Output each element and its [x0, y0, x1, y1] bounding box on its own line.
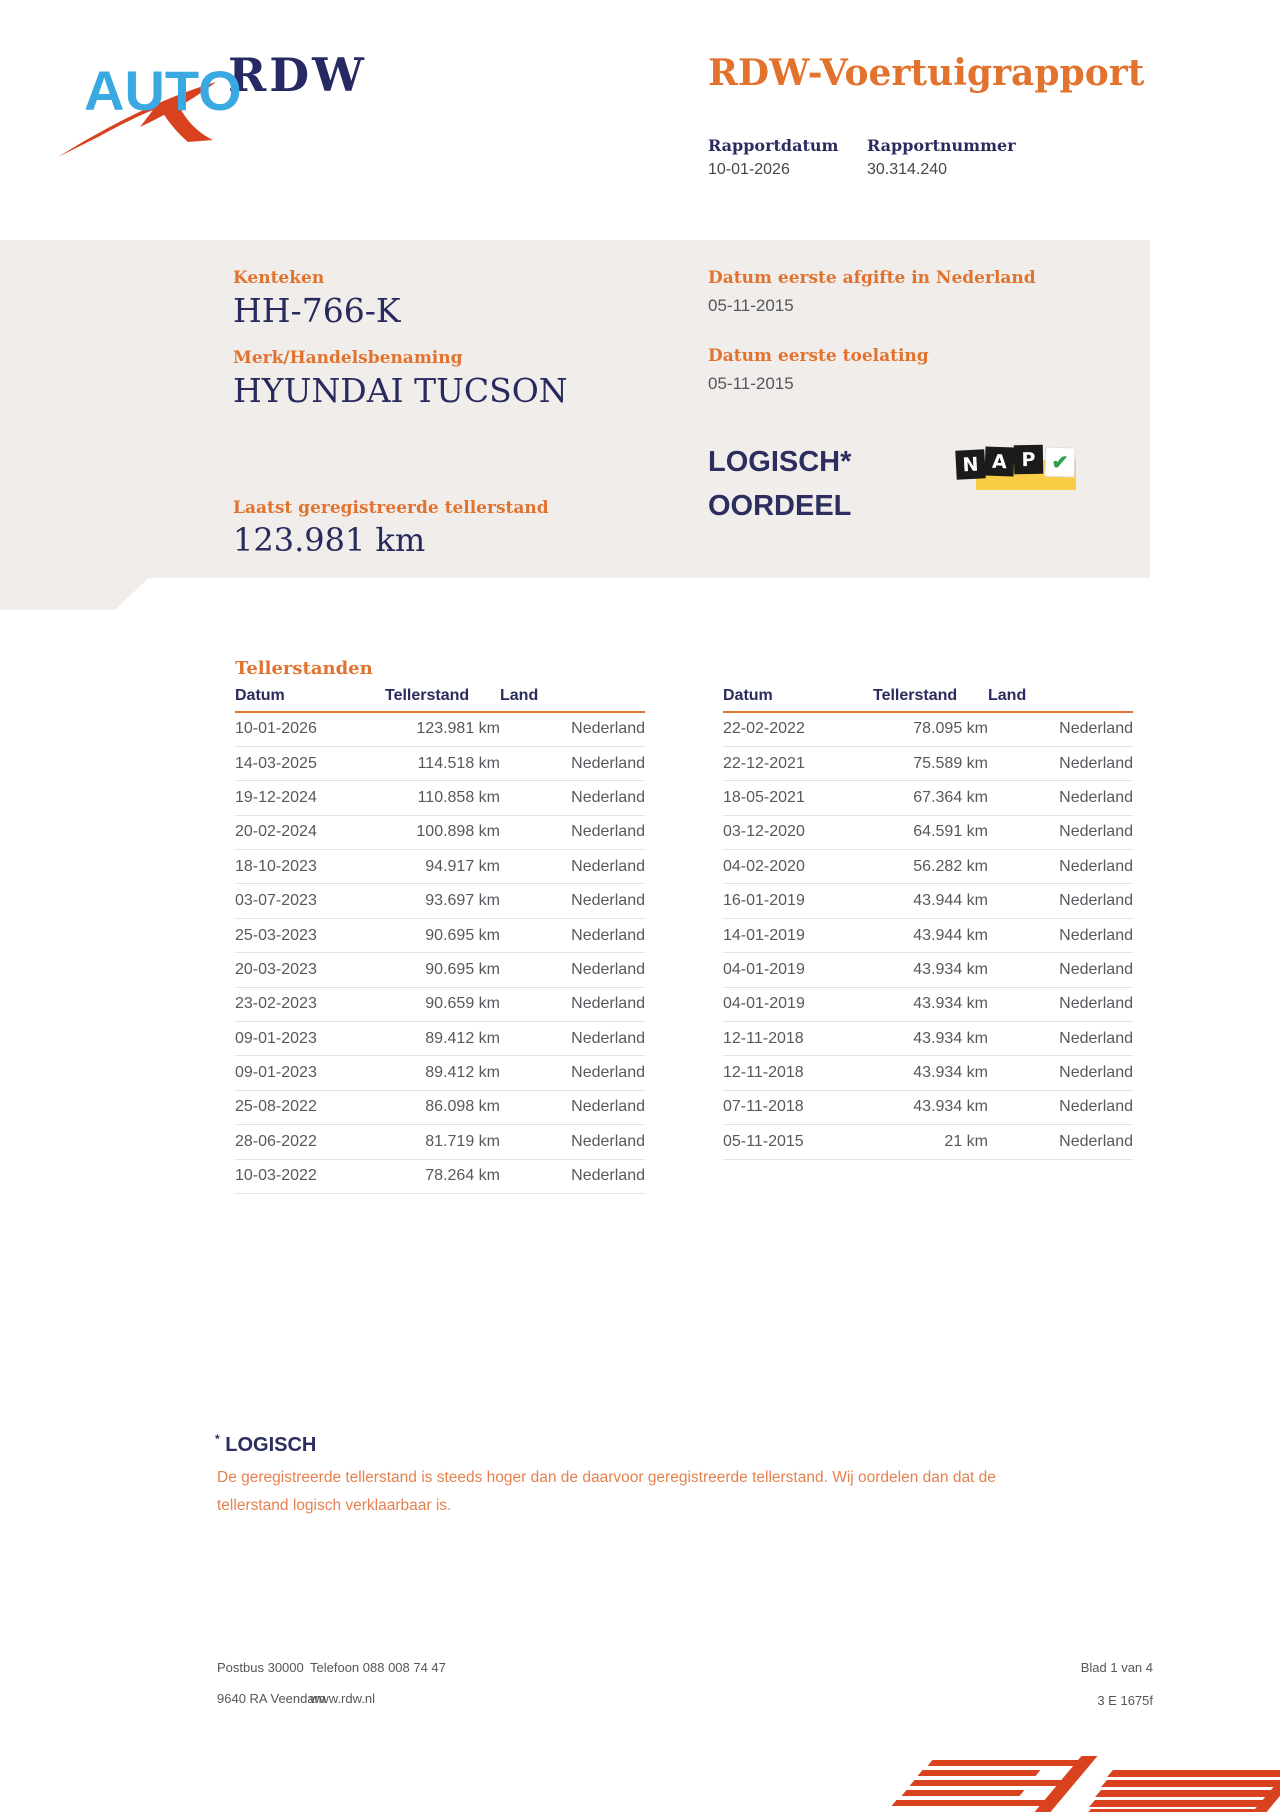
- datum-column-header: Datum: [723, 686, 873, 712]
- nap-checkmark-icon: ✔: [1044, 446, 1075, 477]
- date-cell: 03-12-2020: [723, 815, 873, 849]
- table-row: [723, 746, 1133, 780]
- date-cell: 25-08-2022: [235, 1090, 385, 1124]
- date-cell: 20-02-2024: [235, 815, 385, 849]
- eerste-toelating-label: Datum eerste toelating: [708, 346, 929, 366]
- km-cell: 110.858 km: [385, 781, 500, 815]
- land-cell: Nederland: [500, 1022, 645, 1056]
- merk-label: Merk/Handelsbenaming: [233, 348, 463, 368]
- km-cell: 43.934 km: [873, 1090, 988, 1124]
- date-cell: 04-01-2019: [723, 987, 873, 1021]
- date-cell: 12-11-2018: [723, 1056, 873, 1090]
- km-cell: 43.934 km: [873, 1022, 988, 1056]
- km-cell: 78.095 km: [873, 712, 988, 746]
- land-cell: Nederland: [988, 781, 1133, 815]
- km-cell: 90.695 km: [385, 918, 500, 952]
- tellerstand-label: Laatst geregistreerde tellerstand: [233, 498, 549, 518]
- date-cell: 04-01-2019: [723, 953, 873, 987]
- land-cell: Nederland: [988, 1056, 1133, 1090]
- km-cell: 43.934 km: [873, 953, 988, 987]
- land-cell: Nederland: [500, 1090, 645, 1124]
- footer-right-block: [900, 1660, 1153, 1726]
- km-cell: 90.659 km: [385, 987, 500, 1021]
- table-row: [723, 1090, 1133, 1124]
- table-row: [723, 781, 1133, 815]
- date-cell: 09-01-2023: [235, 1056, 385, 1090]
- table-row: [235, 1056, 645, 1090]
- stripe: [909, 1780, 1062, 1786]
- table-row: [723, 1125, 1133, 1159]
- km-cell: 89.412 km: [385, 1056, 500, 1090]
- logisch-footnote-text: De geregistreerde tellerstand is steeds hoger dan de daarvoor geregistreerde tellerstand. Wij oordelen dan dat de tellerstand logisch verklaarbaar is.: [217, 1469, 996, 1514]
- tellerstand-column-header: Tellerstand: [385, 686, 500, 712]
- tellerstanden-section-title: Tellerstanden: [235, 658, 373, 679]
- report-number-value: 30.314.240: [867, 161, 948, 178]
- logisch-footnote-title: [215, 1432, 316, 1457]
- table-row: [723, 987, 1133, 1021]
- kenteken-value: HH-766-K: [233, 291, 401, 330]
- footer-address-line2: 9640 RA Veendam: [217, 1691, 326, 1706]
- date-cell: 18-10-2023: [235, 850, 385, 884]
- km-cell: 114.518 km: [385, 746, 500, 780]
- stripe: [1089, 1800, 1273, 1807]
- km-cell: 123.981 km: [385, 712, 500, 746]
- land-cell: Nederland: [500, 815, 645, 849]
- date-cell: 03-07-2023: [235, 884, 385, 918]
- km-cell: 64.591 km: [873, 815, 988, 849]
- date-cell: 25-03-2023: [235, 918, 385, 952]
- tellerstand-column-header: Tellerstand: [873, 686, 988, 712]
- date-cell: 14-01-2019: [723, 918, 873, 952]
- date-cell: 04-02-2020: [723, 850, 873, 884]
- table-row: [235, 1125, 645, 1159]
- date-cell: 18-05-2021: [723, 781, 873, 815]
- vehicle-summary-panel: [0, 240, 1150, 610]
- footnote-title-text: LOGISCH: [225, 1434, 317, 1456]
- tellerstand-value: 123.981 km: [233, 521, 426, 559]
- date-cell: 19-12-2024: [235, 781, 385, 815]
- table-header-row: [723, 686, 1133, 712]
- mileage-table-left: [235, 686, 645, 1194]
- table-header-row: [235, 686, 645, 712]
- land-cell: Nederland: [500, 1125, 645, 1159]
- land-cell: Nederland: [500, 712, 645, 746]
- decorative-stripes-graphic: [890, 1756, 1280, 1812]
- table-row: [235, 987, 645, 1021]
- stripe: [891, 1800, 1046, 1806]
- date-cell: 23-02-2023: [235, 987, 385, 1021]
- report-date-value: 10-01-2026: [708, 161, 790, 178]
- mileage-table-right: [723, 686, 1133, 1160]
- page-title: RDW-Voertuigrapport: [708, 52, 1145, 94]
- table-row: [723, 850, 1133, 884]
- table-row: [235, 781, 645, 815]
- auto-logo-text: AUTO: [84, 59, 242, 122]
- land-cell: Nederland: [988, 884, 1133, 918]
- date-cell: 05-11-2015: [723, 1125, 873, 1159]
- km-cell: 90.695 km: [385, 953, 500, 987]
- nap-logo: [956, 444, 1080, 496]
- date-cell: 09-01-2023: [235, 1022, 385, 1056]
- rdw-logo-text: RDW: [228, 48, 367, 102]
- date-cell: 12-11-2018: [723, 1022, 873, 1056]
- land-cell: Nederland: [500, 884, 645, 918]
- km-cell: 100.898 km: [385, 815, 500, 849]
- stripe: [901, 1790, 1024, 1796]
- land-cell: Nederland: [500, 987, 645, 1021]
- land-cell: Nederland: [500, 1159, 645, 1193]
- table-row: [235, 918, 645, 952]
- table-row: [235, 1022, 645, 1056]
- eerste-afgifte-value: 05-11-2015: [708, 296, 794, 315]
- stripe: [1107, 1770, 1280, 1777]
- footer-website: www.rdw.nl: [310, 1691, 376, 1706]
- table-row: [723, 953, 1133, 987]
- stripe: [1101, 1780, 1280, 1787]
- km-cell: 93.697 km: [385, 884, 500, 918]
- merk-value: HYUNDAI TUCSON: [233, 371, 568, 410]
- table-row: [235, 884, 645, 918]
- stripe: [927, 1760, 1082, 1766]
- report-date-label: Rapportdatum: [708, 136, 839, 155]
- nap-letter-p: P: [1014, 445, 1044, 475]
- table-row: [235, 746, 645, 780]
- table-row: [723, 1022, 1133, 1056]
- land-cell: Nederland: [500, 1056, 645, 1090]
- stripe: [1095, 1790, 1279, 1797]
- land-cell: Nederland: [988, 987, 1133, 1021]
- km-cell: 43.944 km: [873, 884, 988, 918]
- land-cell: Nederland: [988, 815, 1133, 849]
- date-cell: 07-11-2018: [723, 1090, 873, 1124]
- date-cell: 16-01-2019: [723, 884, 873, 918]
- table-row: [723, 712, 1133, 746]
- land-cell: Nederland: [500, 953, 645, 987]
- km-cell: 67.364 km: [873, 781, 988, 815]
- oordeel-line1: LOGISCH*: [708, 446, 852, 478]
- date-cell: 22-12-2021: [723, 746, 873, 780]
- table-row: [723, 815, 1133, 849]
- land-cell: Nederland: [500, 746, 645, 780]
- land-cell: Nederland: [500, 918, 645, 952]
- date-cell: 14-03-2025: [235, 746, 385, 780]
- land-column-header: Land: [988, 686, 1133, 712]
- land-cell: Nederland: [988, 1022, 1133, 1056]
- km-cell: 75.589 km: [873, 746, 988, 780]
- table-row: [235, 815, 645, 849]
- land-cell: Nederland: [500, 781, 645, 815]
- date-cell: 10-01-2026: [235, 712, 385, 746]
- date-cell: 28-06-2022: [235, 1125, 385, 1159]
- date-cell: 22-02-2022: [723, 712, 873, 746]
- footnote-asterisk: *: [215, 1432, 220, 1446]
- eerste-toelating-value: 05-11-2015: [708, 374, 794, 393]
- land-cell: Nederland: [988, 1125, 1133, 1159]
- km-cell: 56.282 km: [873, 850, 988, 884]
- km-cell: 43.944 km: [873, 918, 988, 952]
- oordeel-line2: OORDEEL: [708, 490, 852, 522]
- nap-letter-n: N: [955, 449, 985, 479]
- km-cell: 86.098 km: [385, 1090, 500, 1124]
- land-cell: Nederland: [988, 746, 1133, 780]
- land-cell: Nederland: [500, 850, 645, 884]
- report-number-label: Rapportnummer: [867, 136, 1016, 155]
- land-cell: Nederland: [988, 1090, 1133, 1124]
- land-cell: Nederland: [988, 918, 1133, 952]
- table-row: [723, 884, 1133, 918]
- datum-column-header: Datum: [235, 686, 385, 712]
- km-cell: 43.934 km: [873, 1056, 988, 1090]
- land-cell: Nederland: [988, 712, 1133, 746]
- page-indicator: Blad 1 van 4: [1080, 1660, 1153, 1675]
- land-cell: Nederland: [988, 953, 1133, 987]
- table-row: [723, 918, 1133, 952]
- km-cell: 43.934 km: [873, 987, 988, 1021]
- table-row: [235, 850, 645, 884]
- footer-phone: Telefoon 088 008 74 47: [310, 1660, 446, 1675]
- date-cell: 20-03-2023: [235, 953, 385, 987]
- footer-address-line1: Postbus 30000: [217, 1660, 304, 1675]
- date-cell: 10-03-2022: [235, 1159, 385, 1193]
- table-row: [235, 712, 645, 746]
- land-cell: Nederland: [988, 850, 1133, 884]
- table-row: [235, 1159, 645, 1193]
- km-cell: 78.264 km: [385, 1159, 500, 1193]
- km-cell: 81.719 km: [385, 1125, 500, 1159]
- nap-letter-a: A: [985, 447, 1015, 477]
- kenteken-label: Kenteken: [233, 268, 325, 288]
- km-cell: 94.917 km: [385, 850, 500, 884]
- table-row: [235, 1090, 645, 1124]
- eerste-afgifte-label: Datum eerste afgifte in Nederland: [708, 268, 1036, 288]
- land-column-header: Land: [500, 686, 645, 712]
- stripe: [917, 1770, 1040, 1776]
- km-cell: 89.412 km: [385, 1022, 500, 1056]
- table-row: [235, 953, 645, 987]
- table-row: [723, 1056, 1133, 1090]
- doc-code: 3 E 1675f: [1097, 1693, 1153, 1708]
- km-cell: 21 km: [873, 1125, 988, 1159]
